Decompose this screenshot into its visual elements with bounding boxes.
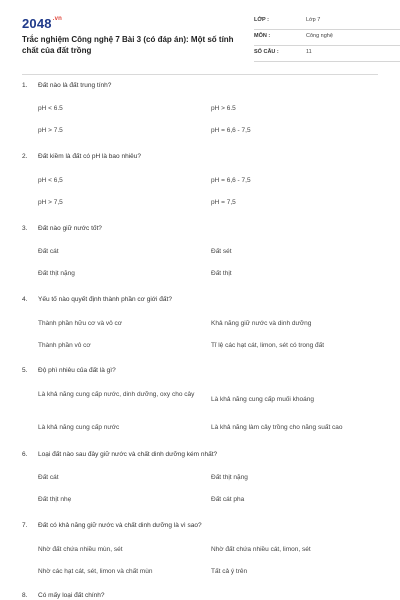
answer-option[interactable]: Thành phần vô cơ	[38, 342, 91, 349]
answer-option[interactable]: Tất cả ý trên	[211, 568, 248, 575]
meta-label: MÔN :	[254, 33, 271, 39]
answer-option[interactable]: Là khả năng cung cấp nước, dinh dưỡng, oxy cho cây	[38, 391, 195, 398]
answer-option[interactable]: pH < 6.5	[38, 105, 63, 112]
answer-option[interactable]: Đất thịt nặng	[211, 474, 248, 481]
question-number: 2.	[22, 153, 28, 160]
question-text: Đất kiềm là đất có pH là bao nhiêu?	[38, 153, 141, 160]
header-divider	[22, 74, 378, 75]
question-text: Yếu tố nào quyết định thành phần cơ giới đất?	[38, 296, 172, 303]
question-number: 5.	[22, 367, 28, 374]
answer-option[interactable]: Khả năng giữ nước và dinh dưỡng	[211, 320, 312, 327]
answer-option[interactable]: Là khả năng cung cấp nước	[38, 424, 120, 431]
answer-option[interactable]: pH = 7,5	[211, 199, 236, 206]
question-number: 3.	[22, 225, 28, 232]
question-number: 1.	[22, 82, 28, 89]
logo-text: 2048	[22, 16, 52, 31]
meta-row-class	[254, 16, 400, 30]
answer-option[interactable]: Đất cát	[38, 248, 59, 255]
site-logo[interactable]	[22, 16, 62, 31]
document-title: Trắc nghiệm Công nghệ 7 Bài 3 (có đáp án): Một số tính chất của đất trồng	[22, 35, 234, 55]
question-text: Đất nào là đất trung tính?	[38, 82, 112, 89]
answer-option[interactable]: pH > 7.5	[38, 127, 63, 134]
answer-option[interactable]: Đất cát pha	[211, 496, 245, 503]
answer-option[interactable]: Đất thịt nặng	[38, 270, 75, 277]
question-text: Đất có khả năng giữ nước và chất dinh dưỡng là vì sao?	[38, 522, 202, 529]
answer-option[interactable]: pH = 6,6 - 7,5	[211, 127, 251, 134]
question-text: Độ phì nhiêu của đất là gì?	[38, 367, 116, 374]
answer-option[interactable]: Là khả năng cung cấp muối khoáng	[211, 396, 314, 403]
question-text: Loại đất nào sau đây giữ nước và chất dinh dưỡng kém nhất?	[38, 451, 218, 458]
meta-value: Lớp 7	[306, 17, 321, 23]
answer-option[interactable]: pH < 6,5	[38, 177, 63, 184]
answer-option[interactable]: Đất sét	[211, 248, 232, 255]
question-number: 7.	[22, 522, 28, 529]
meta-row-subject	[254, 32, 400, 46]
answer-option[interactable]: Thành phần hữu cơ và vô cơ	[38, 320, 123, 327]
answer-option[interactable]: Là khả năng làm cây trồng cho năng suất cao	[211, 424, 343, 431]
meta-value: 11	[306, 49, 312, 55]
answer-option[interactable]: Đất cát	[38, 474, 59, 481]
meta-label: LỚP :	[254, 17, 269, 23]
question-number: 4.	[22, 296, 28, 303]
question-text: Đất nào giữ nước tốt?	[38, 225, 102, 232]
meta-label: SỐ CÂU :	[254, 49, 279, 55]
meta-row-count	[254, 48, 400, 62]
meta-value: Công nghệ	[306, 33, 333, 39]
answer-option[interactable]: Đất thịt nhẹ	[38, 496, 72, 503]
question-text: Có mấy loại đất chính?	[38, 592, 105, 599]
answer-option[interactable]: Nhờ các hạt cát, sét, limon và chất mùn	[38, 568, 153, 575]
header	[22, 14, 378, 70]
answer-option[interactable]: Tỉ lệ các hạt cát, limon, sét có trong đất	[211, 342, 325, 349]
answer-option[interactable]: pH = 6,6 - 7,5	[211, 177, 251, 184]
question-number: 8.	[22, 592, 28, 599]
answer-option[interactable]: Nhờ đất chứa nhiều mùn, sét	[38, 546, 123, 553]
meta-info	[254, 16, 400, 64]
answer-option[interactable]: Nhờ đất chứa nhiều cát, limon, sét	[211, 546, 311, 553]
answer-option[interactable]: Đất thịt	[211, 270, 232, 277]
answer-option[interactable]: pH > 7,5	[38, 199, 63, 206]
question-number: 6.	[22, 451, 28, 458]
logo-suffix: .vn	[52, 16, 63, 22]
answer-option[interactable]: pH > 6.5	[211, 105, 236, 112]
